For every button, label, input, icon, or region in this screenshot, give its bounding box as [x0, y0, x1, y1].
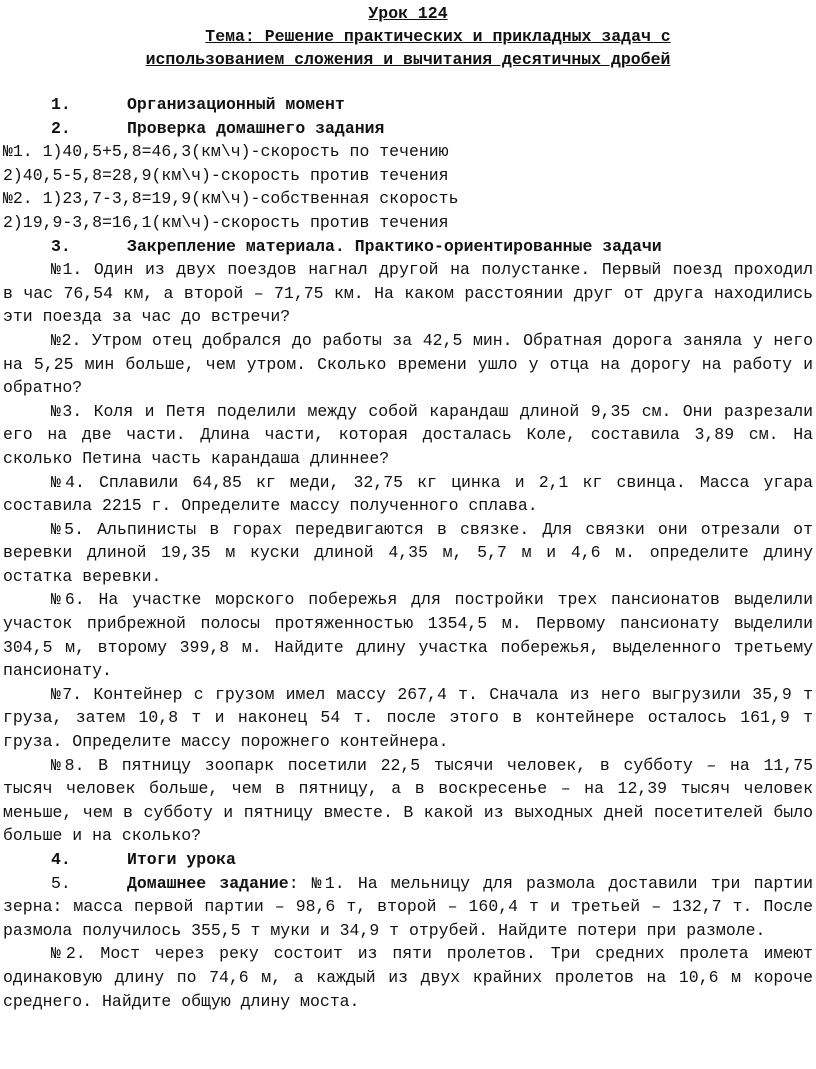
section-2-number: 2.: [51, 118, 71, 138]
section-2-title: Проверка домашнего задания: [127, 118, 385, 138]
topic-line-2: использованием сложения и вычитания десятичных дробей: [145, 50, 671, 69]
homework-task-2: №2. Мост через реку состоит из пяти пролетов. Три средних пролета имеют одинаковую длину по 74,6 м, а каждый из двух крайних пролетов на 10,6 м короче среднего. Найдите общую длину моста.: [3, 944, 813, 1011]
task-paragraph: №5. Альпинисты в горах передвигаются в связке. Для связки они отрезали от веревки длиной 19,35 м куски длиной 4,35 м, 5,7 м и 4,6 м. определите длину остатка веревки.: [3, 519, 813, 586]
section-2-heading: [3, 117, 813, 141]
blank-line: [3, 71, 813, 93]
section-3-number: 3.: [51, 236, 71, 256]
section-3-heading: [3, 235, 813, 259]
section-4-heading: [3, 848, 813, 872]
section-1-title: Организационный момент: [127, 95, 345, 114]
task-paragraph: №4. Сплавили 64,85 кг меди, 32,75 кг цинка и 2,1 кг свинца. Масса угара составила 2215 г. Определите массу полученного сплава.: [3, 472, 813, 516]
section-4-title: Итоги урока: [127, 850, 236, 869]
task-paragraph: №2. Утром отец добрался до работы за 42,5 мин. Обратная дорога заняла у него на 5,25 мин больше, чем утром. Сколько времени ушло у отца на дорогу на работу и обратно?: [3, 330, 813, 398]
task-paragraph: №8. В пятницу зоопарк посетили 22,5 тысячи человек, в субботу – на 11,75 тысяч человек больше, чем в пятницу, а в воскресенье – на 12,39 тысяч человек меньше, чем в субботу и пятницу вместе. В какой из выходных дней посетителей было больше и на сколько?: [3, 755, 813, 846]
section-5-number: 5.: [51, 873, 71, 893]
homework-check-line: 2)19,9-3,8=16,1(км\ч)-скорость против течения: [3, 212, 449, 232]
section-1-number: 1.: [51, 95, 71, 114]
section-5-title: Домашнее задание: [127, 873, 289, 893]
homework-check-line: №2. 1)23,7-3,8=19,9(км\ч)-собственная скорость: [3, 189, 459, 209]
task-paragraph: №7. Контейнер с грузом имел массу 267,4 т. Сначала из него выгрузили 35,9 т груза, затем 10,8 т и наконец 54 т. после этого в контейнере осталось 161,9 т груза. Определите массу порожнего контейнера.: [3, 684, 813, 752]
topic-line-1: Тема: Решение практических и прикладных задач с: [205, 27, 671, 46]
section-4-number: 4.: [51, 850, 71, 869]
homework-paragraph: [3, 872, 813, 943]
homework-check-line: 2)40,5-5,8=28,9(км\ч)-скорость против течения: [3, 165, 449, 185]
lesson-title: Урок 124: [368, 4, 448, 23]
section-1-heading: [3, 93, 813, 117]
task-paragraph: №3. Коля и Петя поделили между собой карандаш длиной 9,35 см. Они разрезали его на две части. Длина части, которая досталась Коле, составила 3,89 см. На сколько Петина часть карандаша длиннее?: [3, 401, 813, 468]
task-paragraph: №1. Один из двух поездов нагнал другой на полустанке. Первый поезд проходил в час 76,54 км, а второй – 71,75 км. На каком расстоянии друг от друга находились эти поезда за час до встречи?: [3, 260, 813, 327]
section-3-title: Закрепление материала. Практико-ориентированные задачи: [127, 236, 662, 256]
section-5-colon: :: [288, 873, 299, 893]
homework-task-1: №1. На мельницу для размола доставили три партии зерна: масса первой партии – 98,6 т, второй – 160,4 т и третьей – 132,7 т. После размола получилось 355,5 т муки и 34,9 т отрубей. Найдите потери при размоле.: [3, 873, 813, 940]
homework-check-line: №1. 1)40,5+5,8=46,3(км\ч)-скорость по течению: [3, 142, 449, 162]
task-paragraph: №6. На участке морского побережья для постройки трех пансионатов выделили участок прибрежной полосы протяженностью 1354,5 м. Первому пансионату выделили 304,5 м, второму 399,8 м. Найдите длину участка побережья, выделенного третьему пансионату.: [3, 590, 813, 681]
